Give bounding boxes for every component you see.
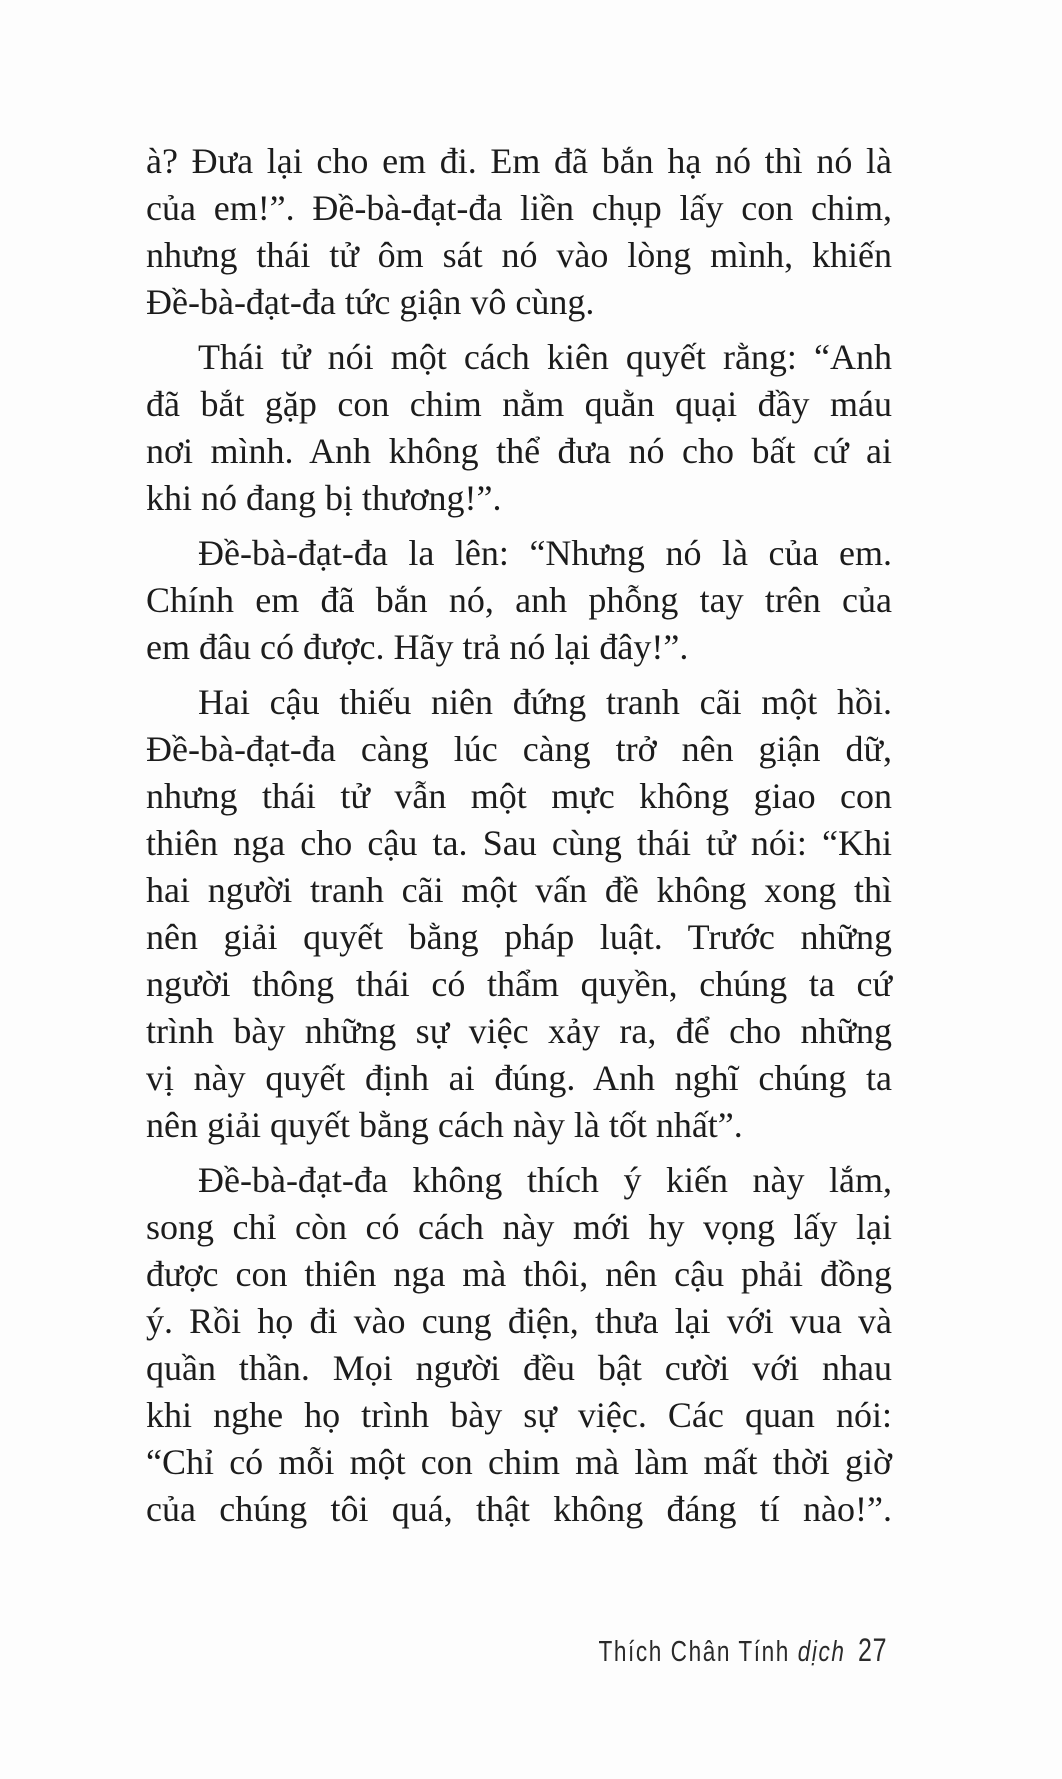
body-text (146, 138, 892, 1541)
text-line: của chúng tôi quá, thật không đáng tí nào!”. (146, 1489, 892, 1529)
text-line: ý. Rồi họ đi vào cung điện, thưa lại với vua và (146, 1301, 892, 1341)
text-line: nên giải quyết bằng cách này là tốt nhất”. (146, 1105, 743, 1145)
text-line: Thái tử nói một cách kiên quyết rằng: “Anh (198, 337, 892, 377)
text-line: vị này quyết định ai đúng. Anh nghĩ chúng ta (146, 1058, 892, 1098)
text-line: Đề-bà-đạt-đa tức giận vô cùng. (146, 282, 595, 322)
text-line: người thông thái có thẩm quyền, chúng ta cứ (146, 964, 892, 1004)
text-line: nhưng thái tử vẫn một mực không giao con (146, 776, 892, 816)
paragraph-4 (146, 679, 892, 1149)
text-line: Đề-bà-đạt-đa càng lúc càng trở nên giận dữ, (146, 729, 892, 769)
translator-name: Thích Chân Tính (598, 1636, 790, 1668)
paragraph-1 (146, 138, 892, 326)
text-line: Hai cậu thiếu niên đứng tranh cãi một hồi. (198, 682, 892, 722)
text-line: em đâu có được. Hãy trả nó lại đây!”. (146, 627, 689, 667)
text-line: Chính em đã bắn nó, anh phỗng tay trên của (146, 580, 892, 620)
text-line: nơi mình. Anh không thể đưa nó cho bất cứ ai (146, 431, 892, 471)
text-line: của em!”. Đề-bà-đạt-đa liền chụp lấy con chim, (146, 188, 892, 228)
page-footer (598, 1632, 887, 1669)
page-number: 27 (857, 1632, 887, 1668)
text-line: nên giải quyết bằng pháp luật. Trước những (146, 917, 892, 957)
text-line: Đề-bà-đạt-đa la lên: “Nhưng nó là của em. (198, 533, 892, 573)
text-line: “Chỉ có mỗi một con chim mà làm mất thời giờ (146, 1442, 892, 1482)
text-line: quần thần. Mọi người đều bật cười với nhau (146, 1348, 892, 1388)
paragraph-5 (146, 1157, 892, 1533)
text-line: song chỉ còn có cách này mới hy vọng lấy lại (146, 1207, 892, 1247)
translator-role: dịch (797, 1636, 846, 1668)
text-line: Đề-bà-đạt-đa không thích ý kiến này lắm, (198, 1160, 892, 1200)
text-line: được con thiên nga mà thôi, nên cậu phải đồng (146, 1254, 892, 1294)
text-line: trình bày những sự việc xảy ra, để cho những (146, 1011, 892, 1051)
text-line: đã bắt gặp con chim nằm quằn quại đầy máu (146, 384, 892, 424)
text-line: hai người tranh cãi một vấn đề không xong thì (146, 870, 892, 910)
text-line: à? Đưa lại cho em đi. Em đã bắn hạ nó thì nó là (146, 141, 892, 181)
text-line: khi nghe họ trình bày sự việc. Các quan nói: (146, 1395, 892, 1435)
paragraph-2 (146, 334, 892, 522)
text-line: khi nó đang bị thương!”. (146, 478, 502, 518)
text-line: thiên nga cho cậu ta. Sau cùng thái tử nói: “Khi (146, 823, 892, 863)
paragraph-3 (146, 530, 892, 671)
text-line: nhưng thái tử ôm sát nó vào lòng mình, khiến (146, 235, 892, 275)
